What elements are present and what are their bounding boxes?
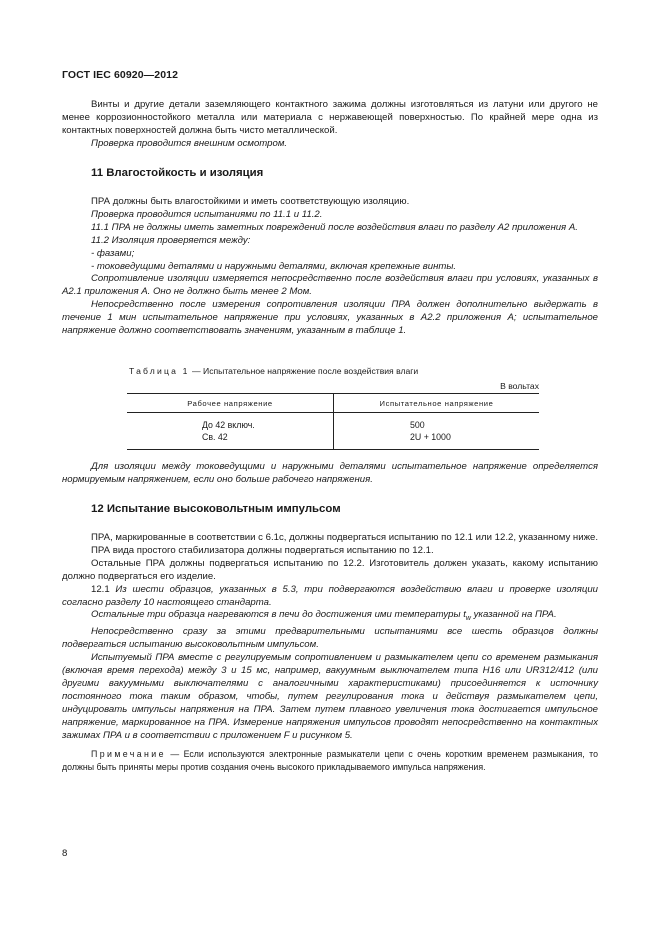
clause-text: Из шести образцов, указанных в 5.3, три подвергаются воздействию влаги и проверке изоляции согласно разделу 10 настоящего стандарта. [62, 583, 598, 608]
paragraph: Испытуемый ПРА вместе с регулируемым сопротивлением и размыкателем цепи со временем размыкания (включая время перехода) между 3 и 15 мс, например, вакуумным выключателем типа H16 или UR312/412 (или другими вакуумными выключателями с аналогичными характеристиками) присоединяется к источнику постоянного тока таким образом, чтобы, путем регулирования тока и действуя размыкателем цепи, индуцировать импульсы напряжения на ПРА. Затем путем плавного увеличения тока достигается импульсное напряжение, маркированное на ПРА. Измерение напряжения импульсов проводят непосредственно на контактных зажимах ПРА и в соответствии с приложением F и рисунком 5. [62, 652, 598, 741]
note-label: Примечание [91, 749, 166, 760]
paragraph: Сопротивление изоляции измеряется непосредственно после воздействия влаги при условиях, указанных в А2.1 приложения А. Оно не должно быть менее 2 Мом. [62, 273, 598, 298]
paragraph [62, 584, 598, 610]
page-number: 8 [62, 848, 68, 859]
clause-number: 12.1 [91, 583, 110, 595]
paragraph: ПРА, маркированные в соответствии с 6.1с, должны подвергаться испытанию по 12.1 или 12.2, указанному ниже. [91, 532, 598, 543]
document-header: ГОСТ IEC 60920—2012 [62, 69, 179, 81]
cell-line: 2U + 1000 [410, 431, 451, 442]
paragraph: Непосредственно сразу за этими предварительными испытаниями все шесть образцов должны подвергаться испытанию высоковольтным импульсом. [62, 626, 598, 651]
paragraph [62, 609, 598, 626]
cell-line: Св. 42 [202, 431, 228, 442]
paragraph: Проверка проводится внешним осмотром. [91, 137, 288, 149]
temperature-subscript: w [465, 615, 471, 623]
cell-line: 500 [410, 420, 425, 430]
table-cell [127, 413, 334, 450]
section-11-title: 11 Влагостойкость и изоляция [91, 167, 264, 179]
section-11-body [62, 196, 598, 338]
paragraph: Остальные ПРА должны подвергаться испытанию по 12.2. Изготовитель должен указать, какому испытанию должно подвергаться его изделие. [62, 557, 598, 582]
paragraph: Для изоляции между токоведущими и наружными деталями испытательное напряжение определяется нормируемым напряжением, если оно больше рабочего напряжения. [62, 461, 598, 485]
section-12-title: 12 Испытание высоковольтным импульсом [91, 503, 341, 515]
test-voltage-table [127, 393, 539, 450]
table-units: В вольтах [500, 381, 539, 391]
after-table-block [62, 461, 598, 487]
temperature-symbol: t [463, 609, 466, 621]
paragraph: Винты и другие детали заземляющего контактного зажима должны изготовляться из латуни или другого не менее коррозионностойкого металла или материала с нержавеющей поверхностью. По крайней мере одна из контактных поверхностей должна быть чисто металлической. [62, 99, 598, 136]
table-caption-label: Таблица 1 [129, 366, 190, 376]
table-caption-text: — Испытательное напряжение после воздействия влаги [189, 366, 419, 376]
note [62, 748, 598, 772]
table-row [127, 413, 539, 450]
cell-line: До 42 включ. [202, 420, 255, 430]
paragraph: - токоведущими деталями и наружными деталями, включая крепежные винты. [91, 260, 457, 272]
table-caption [129, 366, 418, 376]
intro-block [62, 99, 598, 151]
paragraph: ПРА должны быть влагостойкими и иметь соответствующую изоляцию. [91, 196, 410, 207]
note-text: — Если используются электронные размыкатели цепи с очень коротким временем размыкания, то должны быть приняты меры против создания очень высокого прикладываемого импульса напряжения. [62, 749, 598, 772]
paragraph: Проверка проводится испытаниями по 11.1 и 11.2. [91, 208, 323, 220]
paragraph: 11.1 ПРА не должны иметь заметных повреждений после воздействия влаги по разделу А2 приложения А. [91, 221, 578, 233]
paragraph: 11.2 Изоляция проверяется между: [91, 234, 251, 246]
table-header-cell: Испытательное напряжение [334, 394, 540, 413]
table-header-cell: Рабочее напряжение [127, 394, 334, 413]
paragraph: Непосредственно после измерения сопротивления изоляции ПРА должен дополнительно выдержать в течение 1 мин испытательное напряжение при условиях, указанных в А2.2 приложения А; испытательное напряжение должно соответствовать значениям, указанным в таблице 1. [62, 299, 598, 337]
text-run: Остальные три образца нагреваются в печи до достижения ими температуры [91, 609, 464, 621]
text-run: указанной на ПРА. [470, 609, 557, 621]
table-cell [334, 413, 540, 450]
paragraph: - фазами; [91, 247, 135, 259]
paragraph: ПРА вида простого стабилизатора должны подвергаться испытанию по 12.1. [91, 544, 434, 556]
section-12-body [62, 532, 598, 773]
